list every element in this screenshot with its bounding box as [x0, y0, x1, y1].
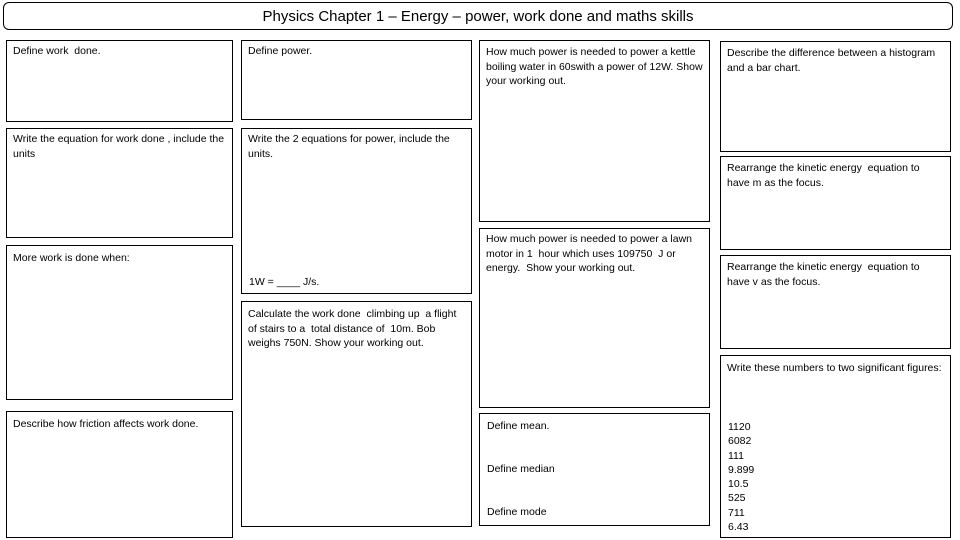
number-item: 6.43	[728, 521, 749, 534]
box-lawnmower-power[interactable]	[479, 228, 710, 408]
prompt-more-work-done: More work is done when:	[13, 252, 130, 264]
box-kettle-power[interactable]	[479, 40, 710, 222]
prompt-kettle-power: How much power is needed to power a kettle boiling water in 60swith a power of 12W. Show your working out.	[486, 46, 706, 87]
prompt-power-equations: Write the 2 equations for power, include the units.	[248, 133, 453, 160]
number-list	[728, 420, 754, 534]
box-ke-velocity[interactable]	[720, 255, 951, 349]
prompt-histogram-bar-chart: Describe the difference between a histogram and a bar chart.	[727, 47, 939, 74]
box-define-power[interactable]	[241, 40, 472, 120]
box-define-work-done[interactable]	[6, 40, 233, 122]
title-text: Physics Chapter 1 – Energy – power, work done and maths skills	[262, 7, 694, 25]
prompt-equation-work-done: Write the equation for work done , include the units	[13, 133, 228, 160]
prompt-stairs-work-done: Calculate the work done climbing up a flight of stairs to a total distance of 10m. Bob weighs 750N. Show your working out.	[248, 308, 460, 349]
prompt-define-median: Define median	[487, 463, 555, 475]
prompt-lawnmower-power: How much power is needed to power a lawn motor in 1 hour which uses 109750 J or energy. Show your working out.	[486, 233, 695, 274]
box-friction-work-done[interactable]	[6, 411, 233, 538]
prompt-friction-work-done: Describe how friction affects work done.	[13, 418, 199, 430]
number-item: 711	[728, 506, 745, 519]
number-item: 6082	[728, 435, 752, 448]
box-significant-figures[interactable]	[720, 355, 951, 538]
prompt-define-power: Define power.	[248, 45, 313, 57]
number-item: 1120	[728, 421, 751, 433]
prompt-significant-figures: Write these numbers to two significant figures:	[727, 362, 942, 374]
prompt-ke-mass: Rearrange the kinetic energy equation to have m as the focus.	[727, 162, 923, 189]
prompt-ke-velocity: Rearrange the kinetic energy equation to have v as the focus.	[727, 261, 923, 288]
number-item: 9.899	[728, 463, 755, 476]
prompt-define-mean: Define mean.	[487, 420, 550, 432]
box-averages[interactable]	[479, 413, 710, 526]
box-histogram-bar-chart[interactable]	[720, 41, 951, 152]
watt-conversion-blank: 1W = ____ J/s.	[249, 276, 320, 288]
number-item: 525	[728, 492, 746, 505]
prompt-define-work-done: Define work done.	[13, 45, 101, 57]
box-equation-work-done[interactable]	[6, 128, 233, 238]
number-item: 10.5	[728, 478, 749, 491]
page-title	[3, 2, 953, 30]
box-power-equations[interactable]	[241, 128, 472, 294]
prompt-define-mode: Define mode	[487, 506, 547, 518]
number-item: 111	[728, 449, 744, 462]
box-more-work-done[interactable]	[6, 245, 233, 400]
box-ke-mass[interactable]	[720, 156, 951, 250]
box-stairs-work-done[interactable]	[241, 301, 472, 527]
